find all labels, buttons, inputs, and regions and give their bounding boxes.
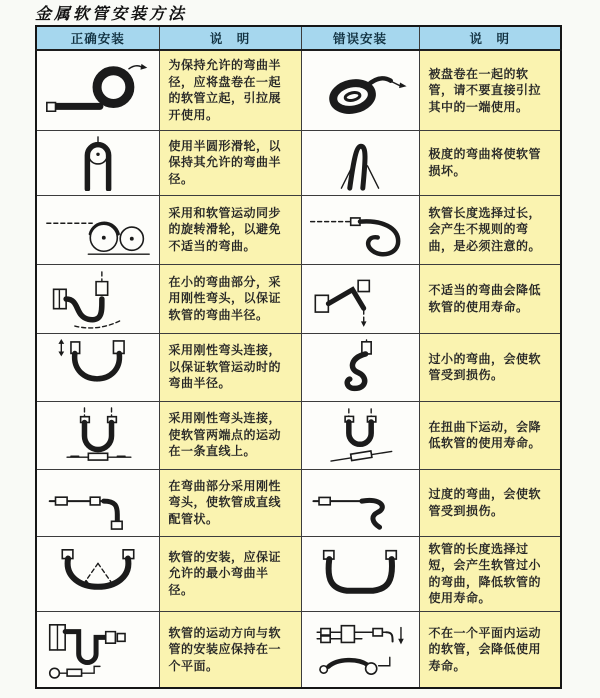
correct-image-cell [36, 130, 159, 195]
table-row [36, 50, 561, 130]
table-row [36, 333, 561, 401]
twisted-motion-u-icon [306, 406, 414, 464]
correct-image-cell [36, 50, 159, 130]
semicircular-pulley-icon [42, 135, 154, 191]
wrong-description: 极度的弯曲将使软管损坏。 [419, 130, 561, 195]
correct-image-cell [36, 333, 159, 401]
wrong-description: 软管的长度选择过短，会产生软管过小的弯曲，降低软管的使用寿命。 [419, 536, 561, 611]
correct-image-cell [36, 401, 159, 469]
wrong-image-cell [301, 611, 419, 688]
too-short-hose-icon [306, 545, 414, 603]
header-description-1: 说 明 [159, 26, 301, 50]
minimum-bend-radius-u-icon [42, 545, 154, 603]
wrong-description: 不在一个平面内运动的软管，会降低使用寿命。 [419, 611, 561, 688]
table-row [36, 401, 561, 469]
wrong-image-cell [301, 469, 419, 536]
page-title: 金属软管安装方法 [35, 4, 188, 23]
correct-description: 软管的运动方向与软管的安装应保持在一个平面。 [159, 611, 301, 688]
correct-description: 在小的弯曲部分，采用刚性弯头，以保证软管的弯曲半径。 [159, 264, 301, 333]
correct-description: 软管的安装，应保证允许的最小弯曲半径。 [159, 536, 301, 611]
rigid-elbow-small-bend-icon [42, 269, 154, 329]
installation-guide-table [35, 25, 562, 689]
wrong-description: 过度的弯曲，会使软管受到损伤。 [419, 469, 561, 536]
correct-image-cell [36, 195, 159, 264]
coiled-hose-upright-icon [42, 57, 154, 123]
table-row [36, 264, 561, 333]
wrong-description: 被盘卷在一起的软管，请不要直接引拉其中的一端使用。 [419, 50, 561, 130]
overlong-hose-loop-icon [306, 201, 414, 259]
table-row [36, 469, 561, 536]
correct-image-cell [36, 264, 159, 333]
overbent-hook-icon [306, 475, 414, 531]
aligned-endpoints-u-icon [42, 406, 154, 464]
table-row [36, 611, 561, 688]
wrong-description: 过小的弯曲，会使软管受到损伤。 [419, 333, 561, 401]
wrong-image-cell [301, 195, 419, 264]
wrong-image-cell [301, 333, 419, 401]
wrong-description: 不适当的弯曲会降低软管的使用寿命。 [419, 264, 561, 333]
table-row [36, 195, 561, 264]
header-wrong-install: 错误安装 [301, 26, 419, 50]
correct-description: 采用刚性弯头连接，使软管两端点的运动在一条直线上。 [159, 401, 301, 469]
correct-description: 使用半圆形滑轮，以保持其允许的弯曲半径。 [159, 130, 301, 195]
different-plane-motion-icon [306, 616, 414, 682]
correct-description: 在弯曲部分采用刚性弯头，使软管成直线配管状。 [159, 469, 301, 536]
same-plane-motion-icon [42, 616, 154, 682]
rigid-elbow-u-connection-icon [42, 338, 154, 396]
correct-image-cell [36, 469, 159, 536]
too-small-bend-icon [306, 338, 414, 396]
wrong-image-cell [301, 50, 419, 130]
correct-image-cell [36, 536, 159, 611]
header-correct-install: 正确安装 [36, 26, 159, 50]
table-row [36, 536, 561, 611]
extreme-bend-icon [306, 135, 414, 191]
wrong-image-cell [301, 264, 419, 333]
wrong-image-cell [301, 536, 419, 611]
header-row [36, 26, 561, 50]
table-row [36, 130, 561, 195]
straight-piping-elbow-icon [42, 475, 154, 531]
wrong-description: 软管长度选择过长，会产生不规则的弯曲，是必须注意的。 [419, 195, 561, 264]
correct-image-cell [36, 611, 159, 688]
synchronous-rotating-pulleys-icon [42, 201, 154, 259]
correct-description: 采用和软管运动同步的旋转滑轮，以避免不适当的弯曲。 [159, 195, 301, 264]
improper-bend-icon [306, 269, 414, 329]
wrong-description: 在扭曲下运动，会降低软管的使用寿命。 [419, 401, 561, 469]
correct-description: 采用刚性弯头连接，以保证软管运动时的弯曲半径。 [159, 333, 301, 401]
header-description-2: 说 明 [419, 26, 561, 50]
wrong-image-cell [301, 401, 419, 469]
coil-pulled-flat-icon [306, 57, 414, 123]
correct-description: 为保持允许的弯曲半径，应将盘卷在一起的软管立起，引拉展开使用。 [159, 50, 301, 130]
wrong-image-cell [301, 130, 419, 195]
